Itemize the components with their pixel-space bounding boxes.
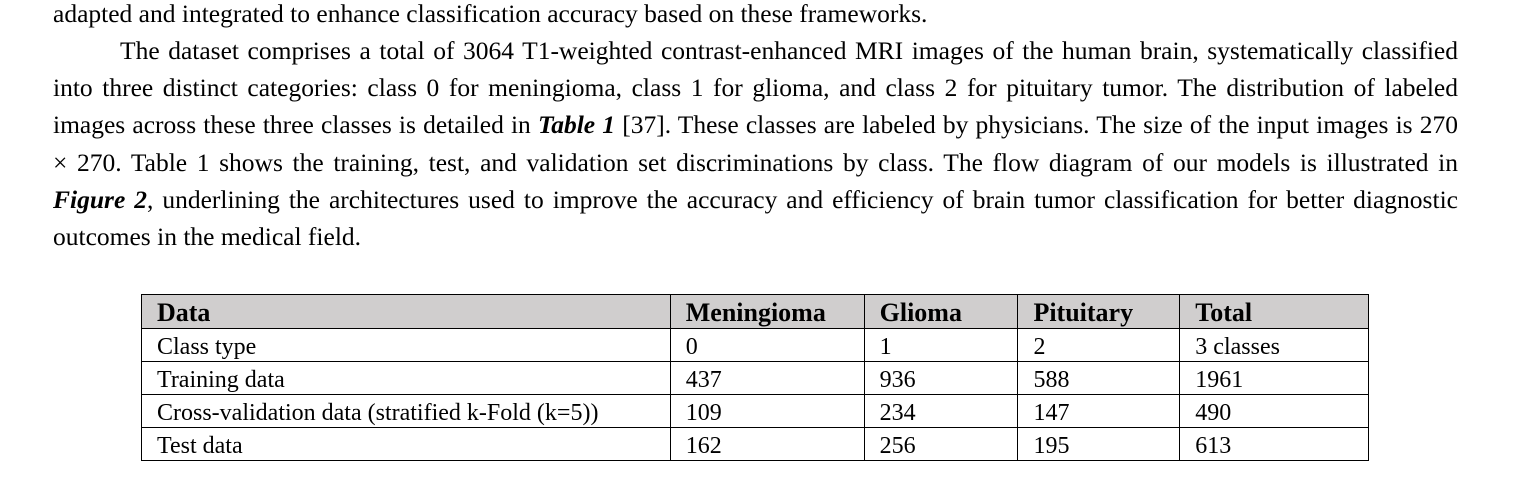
table-cell: 147	[1018, 395, 1180, 428]
table-cell: Test data	[142, 428, 671, 461]
table-cell: 2	[1018, 329, 1180, 362]
table-reference: Table 1	[537, 110, 616, 140]
dataset-table	[141, 294, 1369, 461]
paragraph-text: , underlining the architectures used to improve the accuracy and efficiency of brain tumor classification for better diagnostic outcomes in the medical field.	[53, 184, 1458, 252]
table-cell: 256	[864, 428, 1018, 461]
table-header-row	[142, 295, 1369, 329]
table-cell: 490	[1180, 395, 1369, 428]
table-cell: 195	[1018, 428, 1180, 461]
table-cell: 1961	[1180, 362, 1369, 395]
table-cell: 613	[1180, 428, 1369, 461]
table-cell: 234	[864, 395, 1018, 428]
table-cell: Class type	[142, 329, 671, 362]
header-glioma: Glioma	[864, 295, 1018, 329]
table-row	[142, 362, 1369, 395]
table-cell: Cross-validation data (stratified k-Fold (k=5))	[142, 395, 671, 428]
paragraph-text: [37]. These classes are labeled by physicians. The size of the input images is 270 × 270. Table 1 shows the training, test, and validation set discriminations by class. The flow diagram of our models is illustrated in	[53, 110, 1458, 177]
header-total: Total	[1180, 295, 1369, 329]
table-cell: 437	[670, 362, 864, 395]
table-cell: 3 classes	[1180, 329, 1369, 362]
table-cell: 936	[864, 362, 1018, 395]
header-data: Data	[142, 295, 671, 329]
paragraph-intro: adapted and integrated to enhance classification accuracy based on these frameworks.	[53, 0, 928, 28]
table-cell: 109	[670, 395, 864, 428]
table-row	[142, 395, 1369, 428]
figure-reference: Figure 2	[53, 184, 147, 214]
table-row	[142, 329, 1369, 362]
paragraph-text: The dataset comprises a total of 3064 T1-weighted contrast-enhanced MRI images of the human brain, systematically classified into three distinct categories: class 0 for meningioma, class 1 for glioma, and class 2 for pituitary tumor. The distribution of labeled images across these three classes is detailed in	[53, 36, 1458, 140]
table-row	[142, 428, 1369, 461]
table-cell: 162	[670, 428, 864, 461]
paragraph-dataset	[53, 32, 1458, 255]
header-pituitary: Pituitary	[1018, 295, 1180, 329]
table-cell: 588	[1018, 362, 1180, 395]
table-cell: 0	[670, 329, 864, 362]
header-meningioma: Meningioma	[670, 295, 864, 329]
table-cell: Training data	[142, 362, 671, 395]
table-cell: 1	[864, 329, 1018, 362]
